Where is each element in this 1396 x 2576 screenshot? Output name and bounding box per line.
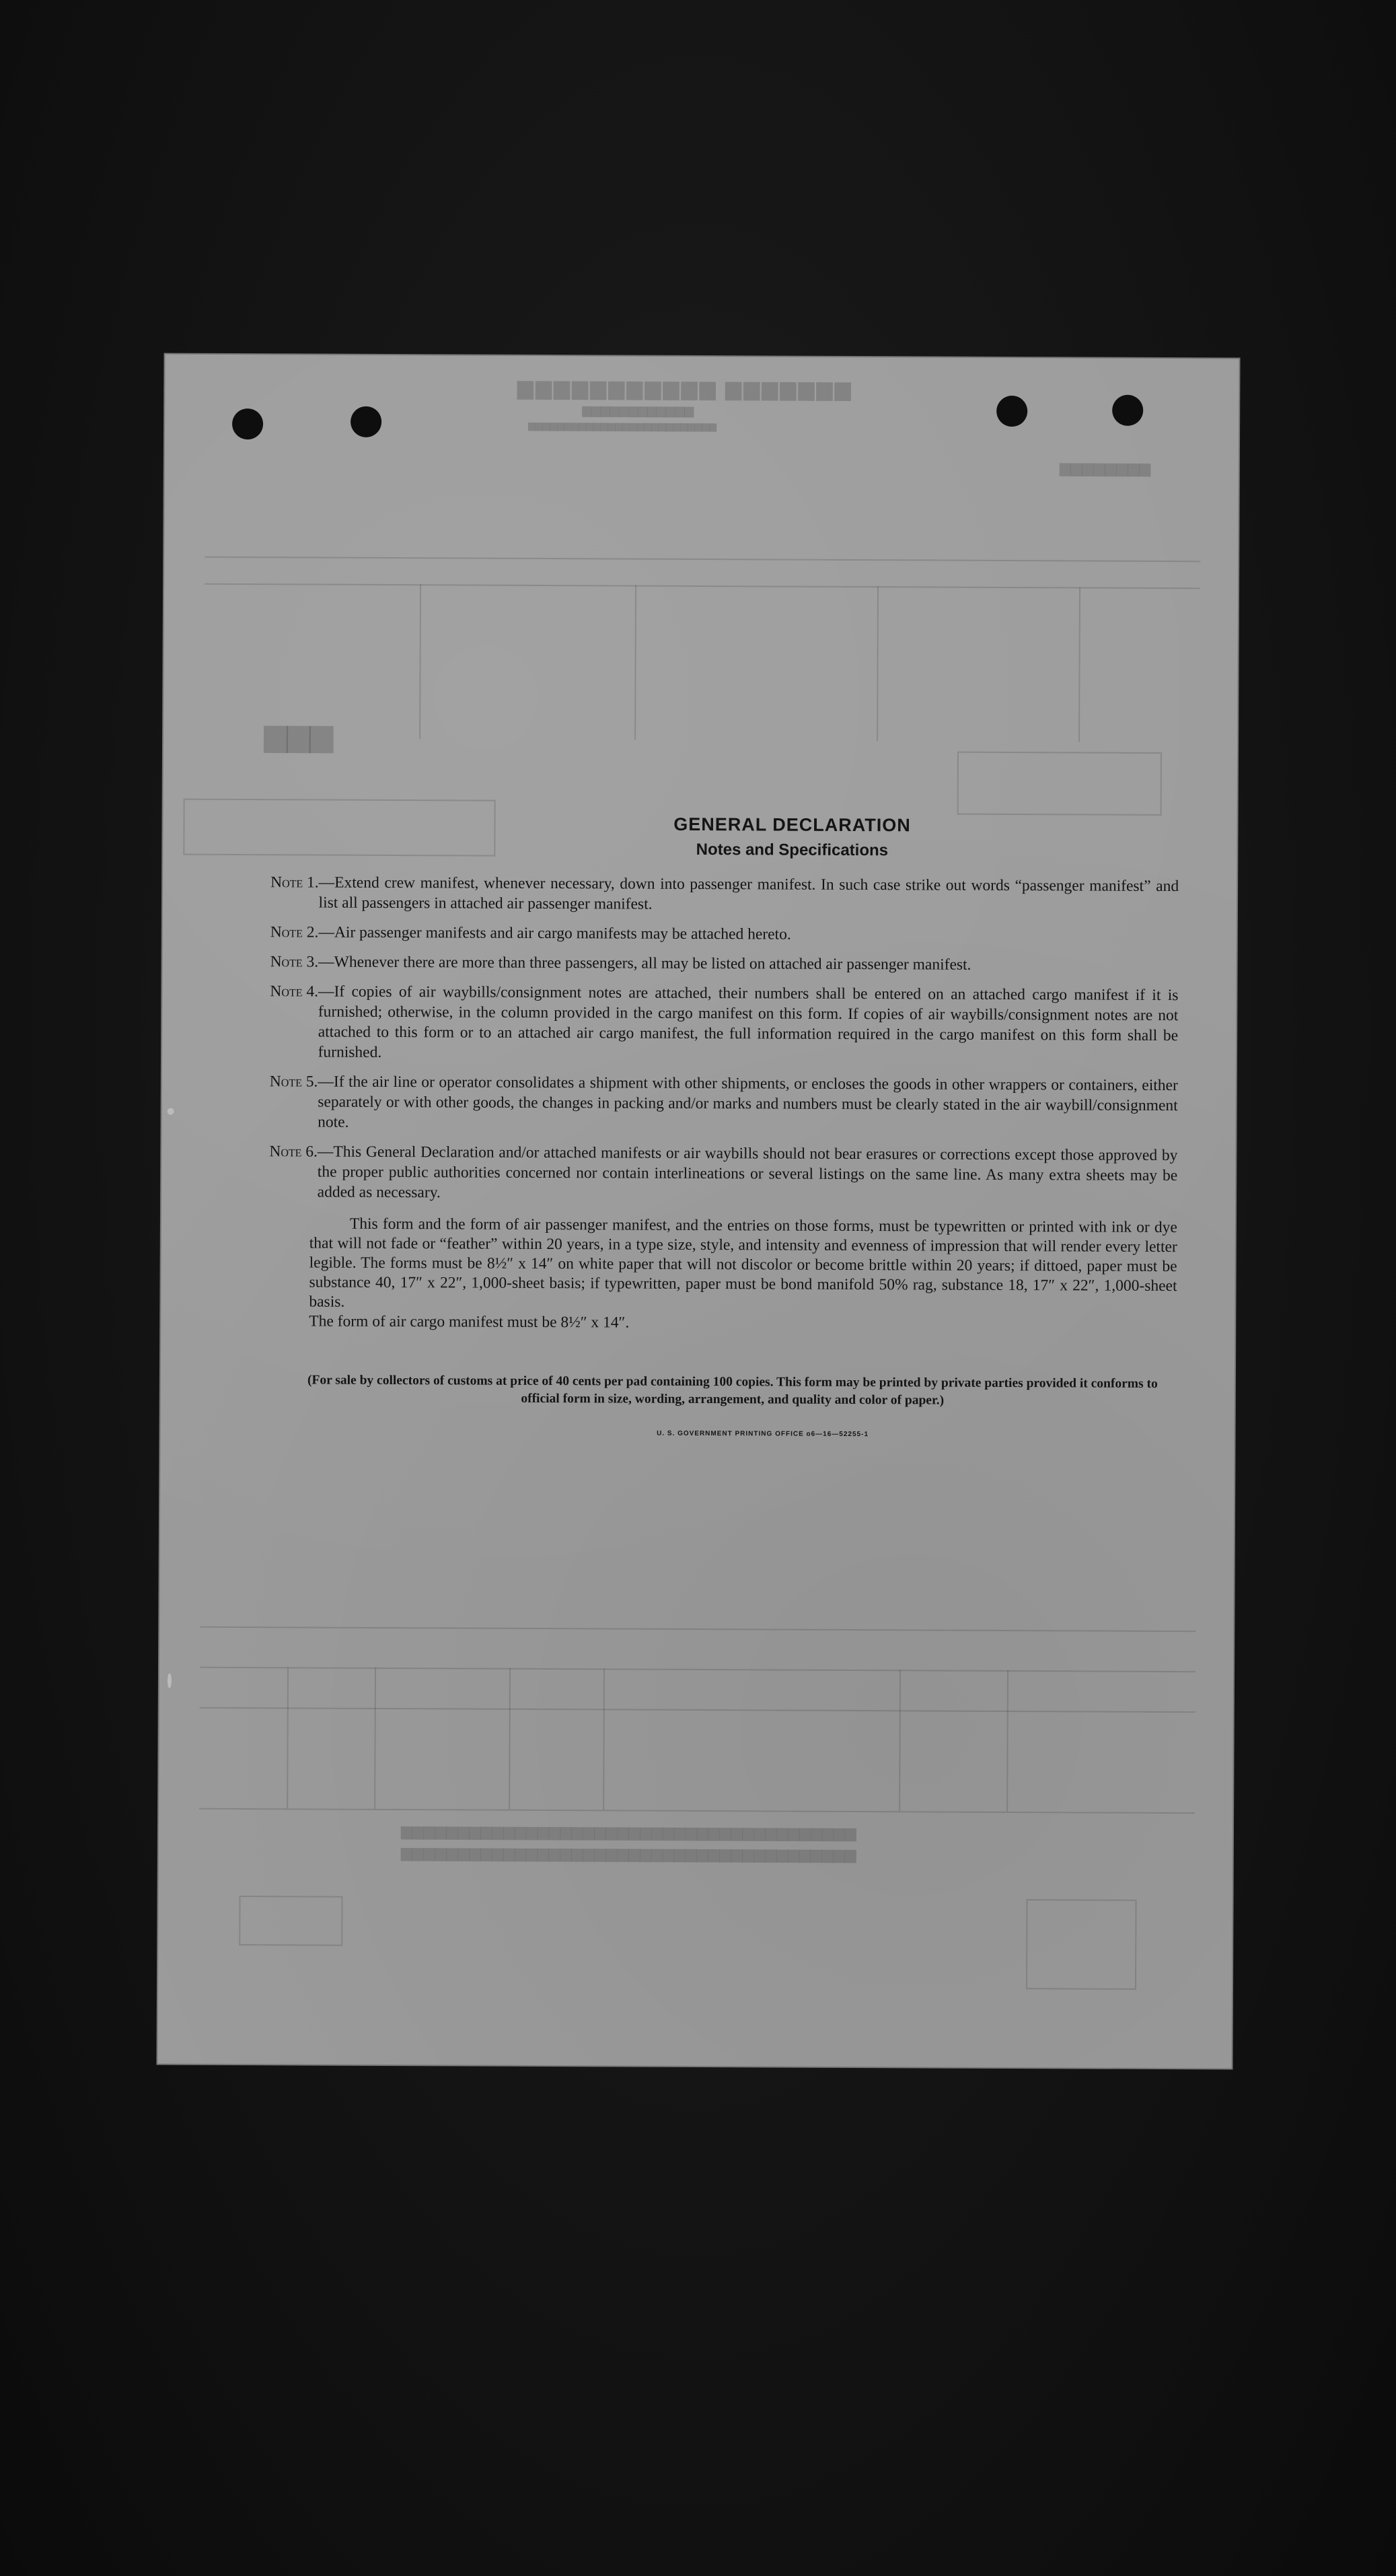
bleed-through-layer: ▆▆▆▆▆▆▆ ▆▆▆▆▆▆▆▆▆▆▆ ▆▆▆▆▆▆▆▆▆▆▆▆ ▆▆▆▆▆▆▆▆▆▆▆▆▆▆▆▆▆▆▆▆▆▆▆▆▆▆ ▆▆▆▆▆▆▆▆ ▆▆▆ ▆▆▆▆▆▆▆▆▆▆▆▆▆▆▆▆▆▆▆▆▆▆▆▆▆▆▆▆▆▆▆▆▆▆▆▆▆▆▆▆ ▆▆▆▆▆▆▆▆▆▆▆▆▆▆▆▆▆▆▆▆▆▆▆▆▆▆▆▆▆▆▆▆▆▆▆▆▆▆▆▆ — [166, 355, 1239, 359]
note-label: Note 4. — [270, 982, 319, 1001]
punch-hole — [232, 408, 263, 439]
note-text: —Extend crew manifest, whenever necessary, down into passenger manifest. In such case strike out words “passenger manifest” and list all passengers in attached air passenger manifest. — [318, 873, 1179, 913]
note-label: Note 1. — [270, 873, 319, 892]
note-text: —This General Declaration and/or attached manifests or air waybills should not bear erasures or corrections except those approved by the proper public authorities concerned nor contain interlineations or several listings on the same line. As many extra sheets may be added as necessary. — [317, 1143, 1178, 1202]
printer-imprint: U. S. GOVERNMENT PRINTING OFFICE o6—16—52255-1 — [657, 1429, 869, 1439]
note-4 — [270, 981, 1179, 1066]
note-6 — [269, 1141, 1177, 1206]
note-text: —Air passenger manifests and air cargo manifests may be attached hereto. — [318, 923, 791, 943]
dust-speck — [168, 1108, 174, 1115]
document-page — [157, 355, 1239, 2069]
note-1 — [270, 872, 1179, 917]
dust-speck — [168, 1674, 172, 1688]
note-text: —Whenever there are more than three passengers, all may be listed on attached air passenger manifest. — [318, 953, 971, 974]
document-subtitle: Notes and Specifications — [696, 840, 889, 860]
punch-hole — [996, 396, 1027, 427]
punch-hole — [351, 406, 381, 437]
specification-text: This form and the form of air passenger manifest, and the entries on those forms, must be typewritten or printed with ink or dye that will not fade or “feather” within 20 years, in a type size, style, and intensity and evenness of impression that will render every letter legible. The forms must be 8½″ x 14″ on white paper that will not discolor or become brittle within 20 years; if dittoed, paper must be substance 40, 17″ x 22″, 1,000-sheet basis; if typewritten, paper must be bond manifold 50% rag, substance 18, 17″ x 22″, 1,000-sheet basis. — [309, 1215, 1177, 1311]
note-label: Note 3. — [270, 953, 319, 971]
note-5 — [270, 1071, 1178, 1136]
note-text: —If copies of air waybills/consignment notes are attached, their numbers shall be entered on an attached cargo manifest if it is furnished; otherwise, in the column provided in the cargo manifest on this form. If copies of air waybills/consignment notes are not attached to this form or to an attached air cargo manifest, the full information required in the cargo manifest on this form shall be furnished. — [318, 982, 1179, 1061]
cargo-manifest-size-text: The form of air cargo manifest must be 8½″ x 14″. — [309, 1312, 630, 1332]
punch-hole — [1112, 395, 1143, 426]
sale-notice: (For sale by collectors of customs at price of 40 cents per pad containing 100 copies. This form may be printed by private parties provided it conforms to official form in size, wording, arrangement, and quality and color of paper.) — [307, 1373, 1158, 1408]
note-2 — [270, 922, 1179, 946]
note-text: —If the air line or operator consolidates a shipment with other shipments, or encloses the goods in other wrappers or containers, either separately or with other goods, the changes in packing and/or marks and numbers must be clearly stated in the air waybill/consignment note. — [318, 1073, 1178, 1131]
document-title: GENERAL DECLARATION — [673, 814, 911, 836]
note-label: Note 5. — [269, 1073, 318, 1091]
note-label: Note 2. — [270, 923, 319, 941]
note-3 — [270, 952, 1179, 976]
note-label: Note 6. — [269, 1143, 318, 1161]
specification-paragraph — [268, 1214, 1177, 1335]
declaration-notes — [268, 812, 1179, 1439]
